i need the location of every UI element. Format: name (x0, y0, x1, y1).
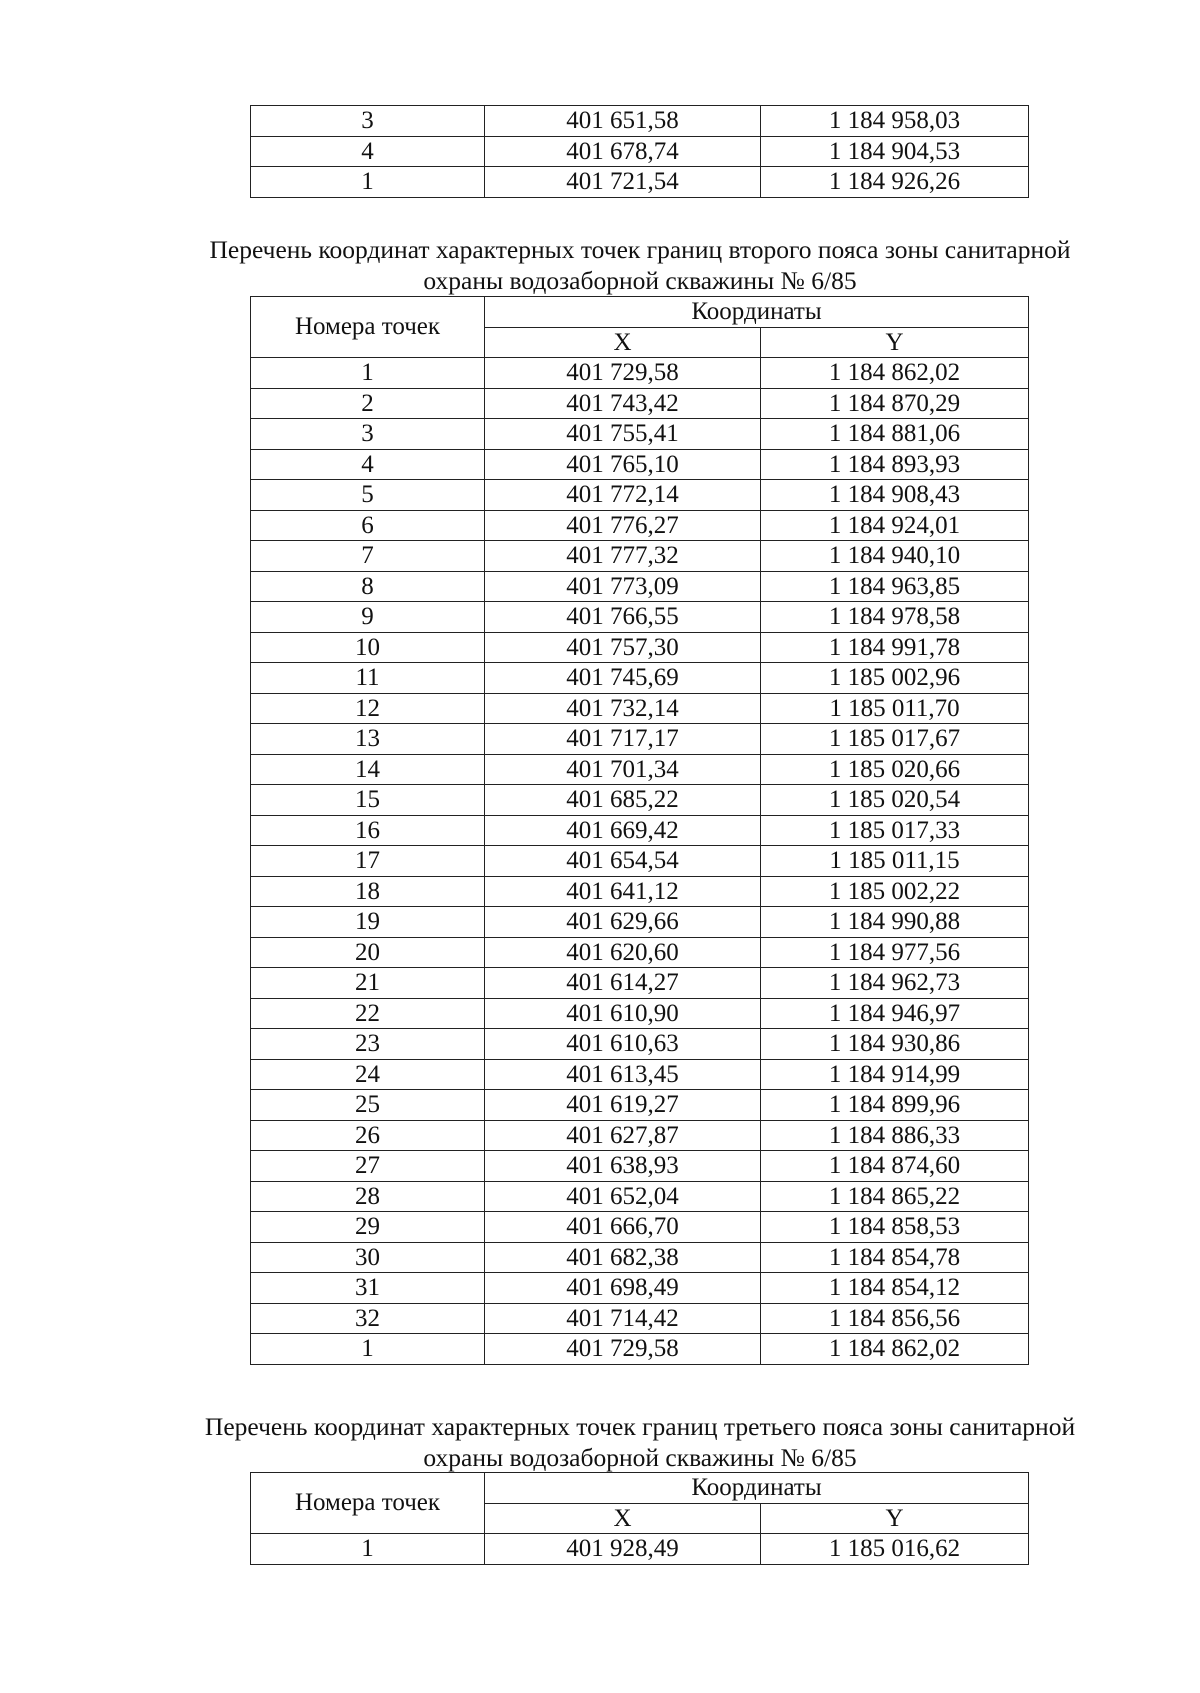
x-coordinate-cell: 401 678,74 (485, 136, 761, 167)
table-body (251, 358, 1029, 1365)
point-number-cell: 25 (251, 1090, 485, 1121)
x-coordinate-cell: 401 928,49 (485, 1534, 761, 1565)
y-coordinate-cell: 1 184 930,86 (761, 1029, 1029, 1060)
table-row (251, 541, 1029, 572)
table-header (251, 1473, 1029, 1534)
x-coordinate-cell: 401 638,93 (485, 1151, 761, 1182)
x-column-header: X (485, 327, 761, 358)
table-row (251, 968, 1029, 999)
y-coordinate-cell: 1 184 963,85 (761, 571, 1029, 602)
table-row (251, 510, 1029, 541)
point-number-cell: 21 (251, 968, 485, 999)
third-belt-caption (160, 1411, 1120, 1473)
table-row (251, 1303, 1029, 1334)
y-coordinate-cell: 1 184 924,01 (761, 510, 1029, 541)
point-number-cell: 2 (251, 388, 485, 419)
y-coordinate-cell: 1 185 011,70 (761, 693, 1029, 724)
y-coordinate-cell: 1 184 874,60 (761, 1151, 1029, 1182)
point-number-cell: 1 (251, 167, 485, 198)
y-column-header: Y (761, 1503, 1029, 1534)
y-coordinate-cell: 1 184 940,10 (761, 541, 1029, 572)
point-number-cell: 3 (251, 106, 485, 137)
caption-line: Перечень координат характерных точек границ третьего пояса зоны санитарной (204, 1412, 1076, 1441)
x-coordinate-cell: 401 613,45 (485, 1059, 761, 1090)
y-coordinate-cell: 1 184 870,29 (761, 388, 1029, 419)
point-number-cell: 7 (251, 541, 485, 572)
x-coordinate-cell: 401 619,27 (485, 1090, 761, 1121)
x-coordinate-cell: 401 610,63 (485, 1029, 761, 1060)
table-row (251, 480, 1029, 511)
x-coordinate-cell: 401 669,42 (485, 815, 761, 846)
y-coordinate-cell: 1 185 011,15 (761, 846, 1029, 877)
third-belt-coordinates-table (250, 1472, 1029, 1565)
point-number-cell: 31 (251, 1273, 485, 1304)
x-coordinate-cell: 401 714,42 (485, 1303, 761, 1334)
table-row (251, 358, 1029, 389)
x-coordinate-cell: 401 627,87 (485, 1120, 761, 1151)
point-number-cell: 26 (251, 1120, 485, 1151)
table-row (251, 136, 1029, 167)
y-coordinate-cell: 1 185 016,62 (761, 1534, 1029, 1565)
x-coordinate-cell: 401 717,17 (485, 724, 761, 755)
y-coordinate-cell: 1 185 002,22 (761, 876, 1029, 907)
point-number-cell: 9 (251, 602, 485, 633)
point-number-cell: 1 (251, 358, 485, 389)
x-coordinate-cell: 401 654,54 (485, 846, 761, 877)
y-coordinate-cell: 1 185 002,96 (761, 663, 1029, 694)
x-coordinate-cell: 401 729,58 (485, 358, 761, 389)
y-coordinate-cell: 1 184 914,99 (761, 1059, 1029, 1090)
table-row (251, 937, 1029, 968)
table-row (251, 1029, 1029, 1060)
y-coordinate-cell: 1 184 858,53 (761, 1212, 1029, 1243)
y-coordinate-cell: 1 184 856,56 (761, 1303, 1029, 1334)
caption-line: охраны водозаборной скважины № 6/85 (423, 1443, 857, 1472)
y-coordinate-cell: 1 184 862,02 (761, 1334, 1029, 1365)
coordinates-column-header: Координаты (485, 1473, 1029, 1504)
point-number-cell: 8 (251, 571, 485, 602)
table-row (251, 724, 1029, 755)
table-row (251, 1151, 1029, 1182)
x-coordinate-cell: 401 773,09 (485, 571, 761, 602)
y-coordinate-cell: 1 184 881,06 (761, 419, 1029, 450)
point-number-cell: 15 (251, 785, 485, 816)
x-coordinate-cell: 401 732,14 (485, 693, 761, 724)
table-row (251, 106, 1029, 137)
point-number-cell: 28 (251, 1181, 485, 1212)
y-coordinate-cell: 1 184 946,97 (761, 998, 1029, 1029)
x-coordinate-cell: 401 620,60 (485, 937, 761, 968)
y-coordinate-cell: 1 184 926,26 (761, 167, 1029, 198)
y-coordinate-cell: 1 184 854,12 (761, 1273, 1029, 1304)
table-body (251, 1534, 1029, 1565)
point-number-cell: 17 (251, 846, 485, 877)
x-coordinate-cell: 401 651,58 (485, 106, 761, 137)
table-row (251, 998, 1029, 1029)
y-coordinate-cell: 1 184 977,56 (761, 937, 1029, 968)
point-number-cell: 12 (251, 693, 485, 724)
x-coordinate-cell: 401 685,22 (485, 785, 761, 816)
table-row (251, 602, 1029, 633)
point-number-cell: 5 (251, 480, 485, 511)
x-coordinate-cell: 401 629,66 (485, 907, 761, 938)
point-number-cell: 30 (251, 1242, 485, 1273)
point-number-cell: 13 (251, 724, 485, 755)
y-coordinate-cell: 1 184 991,78 (761, 632, 1029, 663)
x-coordinate-cell: 401 766,55 (485, 602, 761, 633)
table-row (251, 815, 1029, 846)
table-row (251, 846, 1029, 877)
point-number-cell: 16 (251, 815, 485, 846)
first-belt-coordinates-table-continued (250, 105, 1029, 198)
x-coordinate-cell: 401 701,34 (485, 754, 761, 785)
y-coordinate-cell: 1 184 899,96 (761, 1090, 1029, 1121)
y-coordinate-cell: 1 184 990,88 (761, 907, 1029, 938)
table-row (251, 632, 1029, 663)
x-coordinate-cell: 401 641,12 (485, 876, 761, 907)
point-number-cell: 19 (251, 907, 485, 938)
x-coordinate-cell: 401 765,10 (485, 449, 761, 480)
x-coordinate-cell: 401 610,90 (485, 998, 761, 1029)
point-number-cell: 3 (251, 419, 485, 450)
table-row (251, 388, 1029, 419)
y-coordinate-cell: 1 185 020,66 (761, 754, 1029, 785)
y-coordinate-cell: 1 184 886,33 (761, 1120, 1029, 1151)
x-coordinate-cell: 401 729,58 (485, 1334, 761, 1365)
x-coordinate-cell: 401 755,41 (485, 419, 761, 450)
x-coordinate-cell: 401 721,54 (485, 167, 761, 198)
second-belt-coordinates-table (250, 296, 1029, 1365)
point-number-cell: 18 (251, 876, 485, 907)
x-coordinate-cell: 401 776,27 (485, 510, 761, 541)
x-coordinate-cell: 401 682,38 (485, 1242, 761, 1273)
second-belt-caption (160, 234, 1120, 296)
table-row (251, 907, 1029, 938)
caption-line: охраны водозаборной скважины № 6/85 (423, 266, 857, 295)
point-number-cell: 4 (251, 449, 485, 480)
table-header (251, 297, 1029, 358)
point-number-cell: 27 (251, 1151, 485, 1182)
y-coordinate-cell: 1 184 893,93 (761, 449, 1029, 480)
x-column-header: X (485, 1503, 761, 1534)
point-number-cell: 32 (251, 1303, 485, 1334)
points-column-header: Номера точек (251, 1473, 485, 1534)
table-row (251, 1090, 1029, 1121)
table-row (251, 419, 1029, 450)
y-coordinate-cell: 1 185 017,33 (761, 815, 1029, 846)
point-number-cell: 6 (251, 510, 485, 541)
y-coordinate-cell: 1 184 962,73 (761, 968, 1029, 999)
x-coordinate-cell: 401 614,27 (485, 968, 761, 999)
caption-line: Перечень координат характерных точек границ второго пояса зоны санитарной (209, 235, 1071, 264)
point-number-cell: 24 (251, 1059, 485, 1090)
table-row (251, 785, 1029, 816)
table-row (251, 167, 1029, 198)
y-coordinate-cell: 1 184 865,22 (761, 1181, 1029, 1212)
point-number-cell: 22 (251, 998, 485, 1029)
table-row (251, 876, 1029, 907)
points-column-header: Номера точек (251, 297, 485, 358)
point-number-cell: 10 (251, 632, 485, 663)
point-number-cell: 29 (251, 1212, 485, 1243)
x-coordinate-cell: 401 745,69 (485, 663, 761, 694)
point-number-cell: 11 (251, 663, 485, 694)
y-coordinate-cell: 1 185 017,67 (761, 724, 1029, 755)
x-coordinate-cell: 401 757,30 (485, 632, 761, 663)
coordinates-column-header: Координаты (485, 297, 1029, 328)
x-coordinate-cell: 401 777,32 (485, 541, 761, 572)
y-coordinate-cell: 1 184 908,43 (761, 480, 1029, 511)
x-coordinate-cell: 401 652,04 (485, 1181, 761, 1212)
x-coordinate-cell: 401 666,70 (485, 1212, 761, 1243)
point-number-cell: 4 (251, 136, 485, 167)
y-coordinate-cell: 1 184 862,02 (761, 358, 1029, 389)
x-coordinate-cell: 401 743,42 (485, 388, 761, 419)
table-row (251, 1534, 1029, 1565)
table-row (251, 1212, 1029, 1243)
table-row (251, 571, 1029, 602)
table-row (251, 1334, 1029, 1365)
table-row (251, 663, 1029, 694)
y-coordinate-cell: 1 185 020,54 (761, 785, 1029, 816)
point-number-cell: 1 (251, 1534, 485, 1565)
table-row (251, 754, 1029, 785)
x-coordinate-cell: 401 698,49 (485, 1273, 761, 1304)
table-row (251, 449, 1029, 480)
table-row (251, 1242, 1029, 1273)
point-number-cell: 1 (251, 1334, 485, 1365)
point-number-cell: 23 (251, 1029, 485, 1060)
table-row (251, 1120, 1029, 1151)
y-coordinate-cell: 1 184 904,53 (761, 136, 1029, 167)
point-number-cell: 14 (251, 754, 485, 785)
y-coordinate-cell: 1 184 978,58 (761, 602, 1029, 633)
table-row (251, 1181, 1029, 1212)
table-row (251, 693, 1029, 724)
table-row (251, 1059, 1029, 1090)
table-row (251, 1273, 1029, 1304)
x-coordinate-cell: 401 772,14 (485, 480, 761, 511)
y-coordinate-cell: 1 184 958,03 (761, 106, 1029, 137)
y-column-header: Y (761, 327, 1029, 358)
table-body (251, 106, 1029, 198)
y-coordinate-cell: 1 184 854,78 (761, 1242, 1029, 1273)
point-number-cell: 20 (251, 937, 485, 968)
